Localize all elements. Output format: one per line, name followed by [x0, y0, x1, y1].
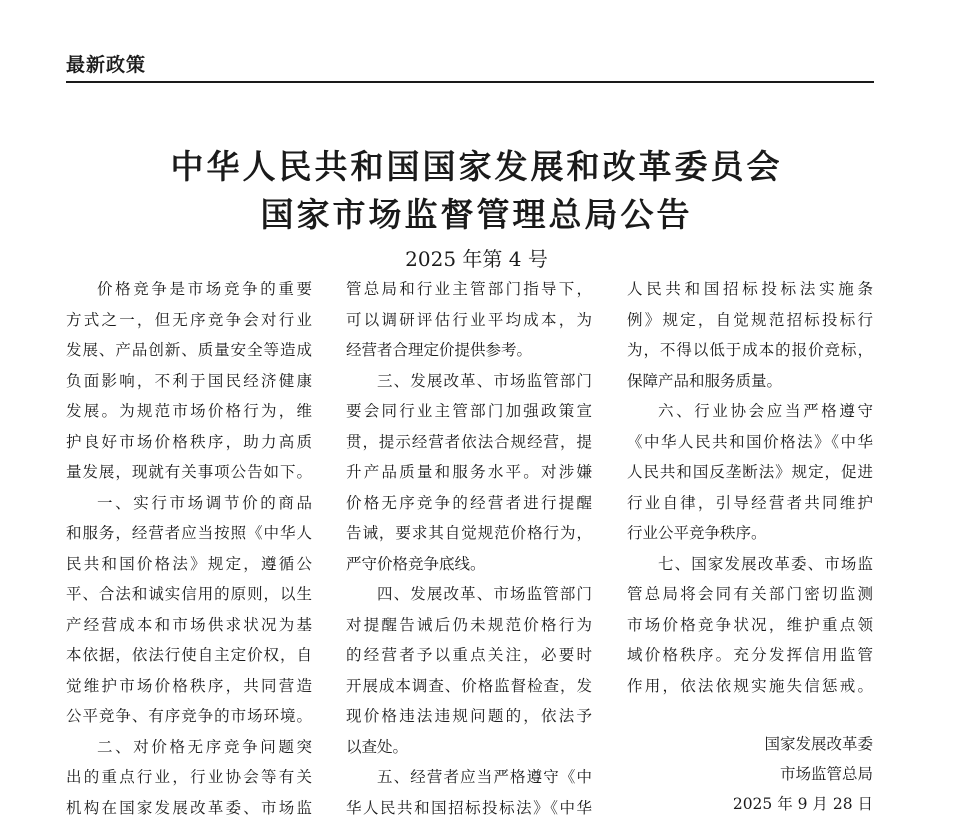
- announcement-number: 2025 年第 4 号: [405, 247, 548, 271]
- text-line: 贯，提示经营者依法合规经营，提: [346, 432, 592, 451]
- text-line: 价格无序竞争的经营者进行提醒: [346, 493, 592, 512]
- signing-agency-1-text: 国家发展改革委: [764, 735, 873, 753]
- text-line: 产经营成本和市场供求状况为基: [66, 615, 312, 634]
- text-line: 量发展，现就有关事项公告如下。: [66, 463, 312, 481]
- text-line: 方式之一，但无序竞争会对行业: [66, 310, 312, 329]
- text-line: 六、行业协会应当严格遵守: [658, 402, 873, 420]
- text-line: 人民共和国反垄断法》规定，促进: [627, 463, 873, 481]
- text-line: 公平竞争、有序竞争的市场环境。: [66, 707, 312, 725]
- text-line: 四、发展改革、市场监管部门: [377, 585, 592, 603]
- text-line: 作用，依法依规实施失信惩戒。: [627, 676, 873, 695]
- text-line: 七、国家发展改革委、市场监: [658, 554, 873, 573]
- text-line: 为，不得以低于成本的报价竞标，: [627, 341, 873, 359]
- text-line: 《中华人民共和国价格法》《中华: [627, 432, 873, 451]
- text-line: 本依据，依法行使自主定价权，自: [66, 646, 312, 664]
- text-line: 升产品质量和服务水平。对涉嫌: [346, 463, 592, 481]
- text-line: 机构在国家发展改革委、市场监: [66, 798, 312, 817]
- text-line: 平、合法和诚实信用的原则，以生: [66, 585, 312, 603]
- text-line: 例》规定，自觉规范招标投标行: [627, 310, 873, 329]
- text-line: 开展成本调查、价格监督检查，发: [346, 676, 592, 695]
- section-label: 最新政策: [66, 54, 147, 76]
- signing-date-text: 2025 年 9 月 28 日: [732, 795, 873, 813]
- text-line: 发展。为规范市场价格行为，维: [66, 402, 312, 420]
- text-line: 二、对价格无序竞争问题突: [97, 737, 312, 756]
- signing-agency-2-text: 市场监管总局: [779, 765, 873, 783]
- text-line: 发展、产品创新、质量安全等造成: [66, 341, 312, 359]
- document-title-line-1: 中华人民共和国国家发展和改革委员会: [170, 147, 783, 186]
- text-line: 华人民共和国招标投标法》《中华: [346, 798, 592, 817]
- text-line: 域价格秩序。充分发挥信用监管: [627, 646, 873, 664]
- text-line: 行业自律，引导经营者共同维护: [627, 493, 873, 512]
- text-line: 以查处。: [346, 737, 409, 756]
- signing-agency-ndrc: [627, 729, 873, 759]
- text-line: 经营者合理定价提供参考。: [346, 341, 533, 359]
- text-line: 市场价格竞争状况，维护重点领: [627, 615, 873, 634]
- text-line: 五、经营者应当严格遵守《中: [377, 768, 592, 786]
- document-title-line-2: 国家市场监督管理总局公告: [260, 195, 693, 234]
- signing-date: [627, 789, 873, 819]
- text-line: 人民共和国招标投标法实施条: [627, 280, 873, 298]
- text-line: 民共和国价格法》规定，遵循公: [66, 554, 312, 573]
- text-line: 现价格违法违规问题的，依法予: [346, 707, 592, 725]
- text-line: 出的重点行业，行业协会等有关: [66, 768, 312, 786]
- text-line: 负面影响，不利于国民经济健康: [66, 371, 312, 390]
- body-column-3: [627, 274, 873, 701]
- text-line: 的经营者予以重点关注，必要时: [346, 646, 592, 664]
- text-line: 对提醒告诫后仍未规范价格行为: [346, 615, 592, 634]
- text-line: 和服务，经营者应当按照《中华人: [66, 524, 312, 542]
- text-line: 觉维护市场价格秩序，共同营造: [66, 676, 312, 695]
- text-line: 行业公平竞争秩序。: [627, 524, 767, 542]
- text-line: 要会同行业主管部门加强政策宣: [346, 402, 592, 420]
- text-line: 保障产品和服务质量。: [627, 371, 783, 390]
- text-line: 告诫，要求其自觉规范价格行为，: [346, 524, 592, 542]
- text-line: 可以调研评估行业平均成本，为: [346, 310, 592, 329]
- signing-agency-samr: [627, 759, 873, 789]
- body-column-1: [66, 274, 312, 823]
- text-line: 管总局和行业主管部门指导下，: [346, 280, 592, 298]
- header-divider: [66, 81, 874, 83]
- text-line: 价格竞争是市场竞争的重要: [97, 280, 312, 298]
- text-line: 严守价格竞争底线。: [346, 554, 486, 573]
- text-line: 一、实行市场调节价的商品: [97, 493, 312, 512]
- text-line: 护良好市场价格秩序，助力高质: [66, 432, 312, 451]
- text-line: 管总局将会同有关部门密切监测: [627, 585, 873, 603]
- body-column-2: [346, 274, 592, 823]
- text-line: 三、发展改革、市场监管部门: [377, 371, 592, 390]
